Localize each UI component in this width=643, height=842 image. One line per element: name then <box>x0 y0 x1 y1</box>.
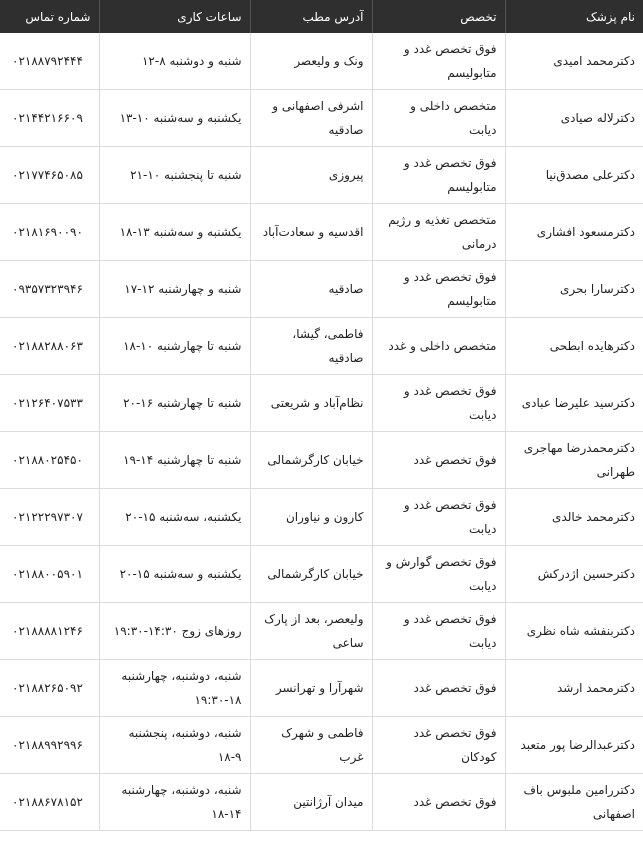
doctor-name-cell: دکترعبدالرضا پور متعبد <box>505 717 643 774</box>
working-hours-cell: شنبه تا چهارشنبه ۱۶-۲۰ <box>99 375 250 432</box>
phone-cell: ۰۲۱۸۸۶۷۸۱۵۲ <box>0 774 99 831</box>
specialty-cell: فوق تخصص غدد و دیابت <box>372 489 505 546</box>
specialty-cell: فوق تخصص غدد <box>372 660 505 717</box>
specialty-cell: فوق تخصص غدد کودکان <box>372 717 505 774</box>
header-doctor-name: نام پزشک <box>505 0 643 33</box>
specialty-cell: فوق تخصص غدد <box>372 432 505 489</box>
specialty-cell: فوق تخصص غدد و متابولیسم <box>372 147 505 204</box>
specialty-cell: فوق تخصص غدد و دیابت <box>372 375 505 432</box>
working-hours-cell: شنبه، دوشنبه، چهارشنبه ۱۴-۱۸ <box>99 774 250 831</box>
office-address-cell: اشرفی اصفهانی و صادقیه <box>250 90 372 147</box>
working-hours-cell: شنبه، دوشنبه، پنجشنبه ۹-۱۸ <box>99 717 250 774</box>
phone-cell: ۰۲۱۸۸۸۸۱۲۴۶ <box>0 603 99 660</box>
phone-cell: ۰۲۱۲۲۲۹۷۳۰۷ <box>0 489 99 546</box>
doctor-name-cell: دکترحسین اژدرکش <box>505 546 643 603</box>
phone-cell: ۰۲۱۸۸۹۹۲۹۹۶ <box>0 717 99 774</box>
office-address-cell: خیابان کارگرشمالی <box>250 432 372 489</box>
office-address-cell: فاطمی، گیشا، صادقیه <box>250 318 372 375</box>
office-address-cell: نظام‌آباد و شریعتی <box>250 375 372 432</box>
specialty-cell: فوق تخصص غدد <box>372 774 505 831</box>
header-office-address: آدرس مطب <box>250 0 372 33</box>
header-phone: شماره تماس <box>0 0 99 33</box>
working-hours-cell: یکشنبه و سه‌شنبه ۱۳-۱۸ <box>99 204 250 261</box>
table-row <box>0 660 643 717</box>
phone-cell: ۰۲۱۸۸۰۰۵۹۰۱ <box>0 546 99 603</box>
specialty-cell: متخصص تغذیه و رژیم درمانی <box>372 204 505 261</box>
doctor-name-cell: دکترهایده ابطحی <box>505 318 643 375</box>
table-row <box>0 261 643 318</box>
phone-cell: ۰۲۱۸۸۲۶۵۰۹۲ <box>0 660 99 717</box>
phone-cell: ۰۲۱۴۴۲۱۶۶۰۹ <box>0 90 99 147</box>
doctor-name-cell: دکترمحمد خالدی <box>505 489 643 546</box>
working-hours-cell: روزهای زوج ۱۴:۳۰-۱۹:۳۰ <box>99 603 250 660</box>
doctor-name-cell: دکترسارا بحری <box>505 261 643 318</box>
table-row <box>0 717 643 774</box>
working-hours-cell: شنبه و دوشنبه ۸-۱۲ <box>99 33 250 90</box>
phone-cell: ۰۲۱۸۸۲۸۸۰۶۳ <box>0 318 99 375</box>
phone-cell: ۰۹۳۵۷۳۲۳۹۴۶ <box>0 261 99 318</box>
table-row <box>0 375 643 432</box>
header-working-hours: ساعات کاری <box>99 0 250 33</box>
phone-cell: ۰۲۱۲۶۴۰۷۵۳۳ <box>0 375 99 432</box>
working-hours-cell: شنبه تا چهارشنبه ۱۰-۱۸ <box>99 318 250 375</box>
phone-cell: ۰۲۱۸۱۶۹۰۰۹۰ <box>0 204 99 261</box>
table-row <box>0 90 643 147</box>
table-row <box>0 204 643 261</box>
doctor-name-cell: دکترسید علیرضا عبادی <box>505 375 643 432</box>
working-hours-cell: شنبه تا پنجشنبه ۱۰-۲۱ <box>99 147 250 204</box>
table-row <box>0 774 643 831</box>
table-header <box>0 0 643 33</box>
specialty-cell: متخصص داخلی و غدد <box>372 318 505 375</box>
doctor-name-cell: دکترمحمدرضا مهاجری طهرانی <box>505 432 643 489</box>
doctor-name-cell: دکتررامین ملبوس باف اصفهانی <box>505 774 643 831</box>
doctor-name-cell: دکترعلی مصدق‌نیا <box>505 147 643 204</box>
office-address-cell: پیروزی <box>250 147 372 204</box>
working-hours-cell: یکشنبه و سه‌شنبه ۱۵-۲۰ <box>99 546 250 603</box>
office-address-cell: ونک و ولیعصر <box>250 33 372 90</box>
specialty-cell: متخصص داخلی و دیابت <box>372 90 505 147</box>
office-address-cell: شهرآرا و تهرانسر <box>250 660 372 717</box>
office-address-cell: میدان آرژانتین <box>250 774 372 831</box>
working-hours-cell: شنبه، دوشنبه، چهارشنبه ۱۸-۱۹:۳۰ <box>99 660 250 717</box>
table-row <box>0 432 643 489</box>
office-address-cell: خیابان کارگرشمالی <box>250 546 372 603</box>
office-address-cell: اقدسیه و سعادت‌آباد <box>250 204 372 261</box>
phone-cell: ۰۲۱۷۷۴۶۵۰۸۵ <box>0 147 99 204</box>
header-specialty: تخصص <box>372 0 505 33</box>
header-row <box>0 0 643 33</box>
table-row <box>0 147 643 204</box>
doctor-name-cell: دکترمحمد ارشد <box>505 660 643 717</box>
doctor-name-cell: دکترمسعود افشاری <box>505 204 643 261</box>
table-row <box>0 546 643 603</box>
working-hours-cell: یکشنبه، سه‌شنبه ۱۵-۲۰ <box>99 489 250 546</box>
specialty-cell: فوق تخصص غدد و دیابت <box>372 603 505 660</box>
doctor-name-cell: دکتربنفشه شاه نظری <box>505 603 643 660</box>
working-hours-cell: شنبه تا چهارشنبه ۱۴-۱۹ <box>99 432 250 489</box>
table-row <box>0 33 643 90</box>
specialty-cell: فوق تخصص غدد و متابولیسم <box>372 33 505 90</box>
table-row <box>0 603 643 660</box>
working-hours-cell: یکشنبه و سه‌شنبه ۱۰-۱۳ <box>99 90 250 147</box>
office-address-cell: کارون و نیاوران <box>250 489 372 546</box>
specialty-cell: فوق تخصص گوارش و دیابت <box>372 546 505 603</box>
office-address-cell: صادقیه <box>250 261 372 318</box>
doctor-name-cell: دکترلاله صیادی <box>505 90 643 147</box>
specialty-cell: فوق تخصص غدد و متابولیسم <box>372 261 505 318</box>
table-body <box>0 33 643 831</box>
phone-cell: ۰۲۱۸۸۰۲۵۴۵۰ <box>0 432 99 489</box>
table-row <box>0 318 643 375</box>
office-address-cell: ولیعصر، بعد از پارک ساعی <box>250 603 372 660</box>
phone-cell: ۰۲۱۸۸۷۹۲۴۴۴ <box>0 33 99 90</box>
table-row <box>0 489 643 546</box>
working-hours-cell: شنبه و چهارشنبه ۱۲-۱۷ <box>99 261 250 318</box>
office-address-cell: فاطمی و شهرک غرب <box>250 717 372 774</box>
doctor-name-cell: دکترمحمد امیدی <box>505 33 643 90</box>
